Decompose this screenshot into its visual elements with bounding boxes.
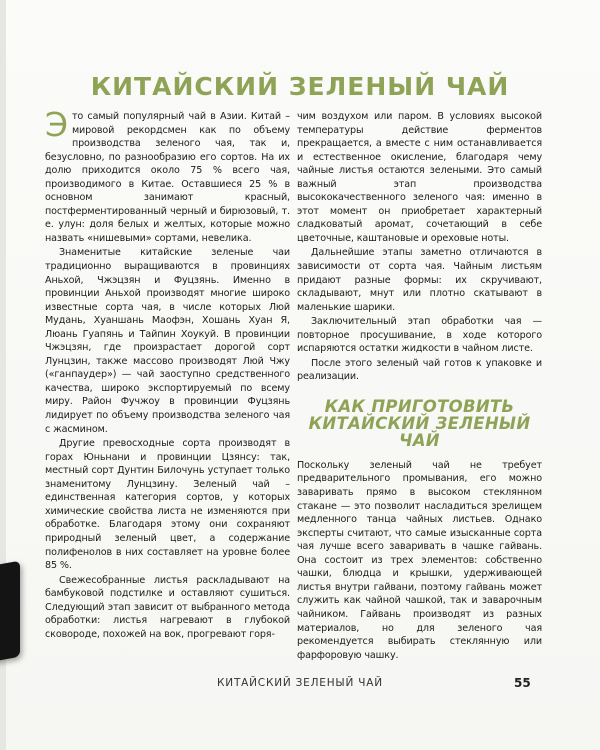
paragraph: Дальнейшие этапы заметно отличаются в зависимости от сорта чая. Чайным листьям придают разные формы: их скручивают, складывают, мнут или плотно скатывают в маленькие шарики. [297, 247, 542, 313]
left-column [45, 105, 290, 642]
paragraph: Знаменитые китайские зеленые чаи традиционно выращиваются в провинциях Аньхой, Чжэцзян и Фуцзянь. Именно в провинции Аньхой производят многие широко известные сорта чая, в числе которых Люй Мудань, Хуаншань Маофэн, Хошань Хуан Я, Люань Гуапянь и Тайпин Хоукуй. В провинции Чжэцзян, где произрастает дорогой сорт Лунцзин, также массово производят Люй Чжу («ганпаудер») — чай заоступно средственного качества, широко экспортируемый по всему миру. Район Фучжоу в провинции Фуцзянь лидирует по объему производства зеленого чая с жасмином. [45, 247, 290, 435]
section-heading [297, 398, 542, 449]
page-number: 55 [514, 676, 531, 690]
section-heading-line: КИТАЙСКИЙ ЗЕЛЕНЫЙ ЧАЙ [308, 413, 531, 450]
running-footer-title: КИТАЙСКИЙ ЗЕЛЕНЫЙ ЧАЙ [217, 677, 383, 689]
drop-cap: Э [45, 105, 68, 144]
paragraph: Свежесобранные листья раскладывают на бамбуковой подстилке и оставляют сушиться. Следующий этап зависит от выбранного метода обработки: листья нагревают в глубокой сковороде, похожей на вок, прогревают горя- [45, 574, 290, 640]
paragraph: Заключительный этап обработки чая — повторное просушивание, в ходе которого испаряются остатки жидкости в чайном листе. [297, 316, 542, 355]
intro-paragraph [45, 105, 290, 245]
paragraph-text: то самый популярный чай в Азии. Китай – мировой рекордсмен как по объему производства зеленого чая, так и, безусловно, по разнообразию его сортов. На их долю приходится около 75 % всего чая, производимого в Китае. Оставшиеся 25 % в основном занимают красный, постферментированный черный и бирюзовый, т. е. улун: доля белых и желтых, которые можно назвать «нишевыми» сортами, невелика. [45, 111, 290, 244]
paragraph: Поскольку зеленый чай не требует предварительного промывания, его можно заваривать прямо в высоком стеклянном стакане — это позволит насладиться зрелищем медленного танца чайных листьев. Однако эксперты считают, что самые изысканные сорта чая лучше всего заваривать в чашке гайвань. Она состоит из трех элементов: собственно чашки, блюдца и крышки, удерживающей листья внутри гайвани, поэтому гайвань может служить как чайной чашкой, так и заварочным чайником. Гайвань производят из разных материалов, но для зеленого чая рекомендуется выбирать стеклянную или фарфоровую чашку. [297, 459, 542, 661]
right-column [297, 110, 542, 663]
paragraph: Другие превосходные сорта производят в горах Юньнани и провинции Цзянсу: так, местный сорт Дунтин Билочунь уступает только знаменитому Лунцзину. Зеленый чай – единственная категория сортов, у которых химические свойства листа не изменяются при обработке. Благодаря этому они сохраняют природный зеленый цвет, а содержание полифенолов в них составляет на уровне более 85 %. [45, 438, 290, 572]
device-corner [0, 561, 20, 668]
page-title: КИТАЙСКИЙ ЗЕЛЕНЫЙ ЧАЙ [90, 72, 510, 101]
section-heading-line: КАК ПРИГОТОВИТЬ [324, 396, 515, 416]
paragraph: чим воздухом или паром. В условиях высокой температуры действие ферментов прекращается, а вместе с ним останавливается и естественное окисление, благодаря чему чайные листья остаются зелеными. Это самый важный этап производства высококачественного зеленого чая: именно в этот момент он приобретает характерный сладковатый аромат, сочетающий в себе цветочные, каштановые и ореховые ноты. [297, 111, 542, 244]
paragraph: После этого зеленый чай готов к упаковке и реализации. [297, 357, 542, 383]
